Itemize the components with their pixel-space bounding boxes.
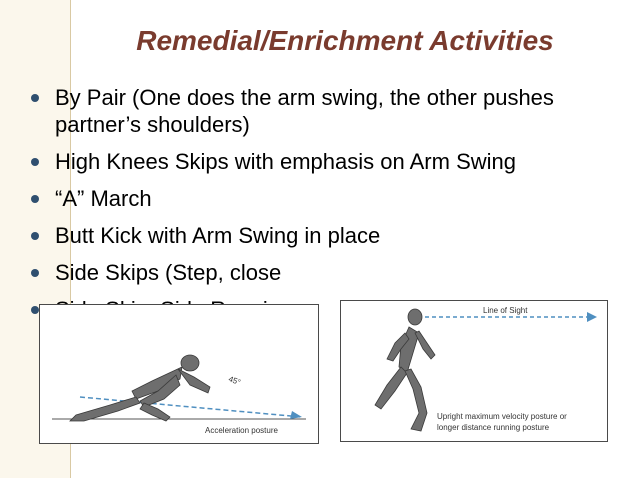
bullet-item: By Pair (One does the arm swing, the other pushes partner’s shoulders) <box>30 84 620 138</box>
bullet-icon <box>31 158 39 166</box>
line-of-sight-label: Line of Sight <box>483 306 528 315</box>
bullet-icon <box>31 94 39 102</box>
acceleration-posture-figure <box>39 304 319 444</box>
slide-title: Remedial/Enrichment Activities <box>136 25 554 56</box>
upright-posture-figure <box>340 300 608 442</box>
bullet-list <box>30 84 620 333</box>
runner-silhouette-icon <box>375 309 435 431</box>
line-of-sight-arrow-head <box>587 312 597 322</box>
bullet-item: Side Skips (Step, close <box>30 259 620 286</box>
bullet-icon <box>31 306 39 314</box>
bullet-item: High Knees Skips with emphasis on Arm Swing <box>30 148 620 175</box>
sprinter-silhouette-icon <box>70 355 210 421</box>
bullet-item: “A” March <box>30 185 620 212</box>
bullet-icon <box>31 269 39 277</box>
angle-label: 45° <box>227 374 242 388</box>
acceleration-runner-svg <box>40 305 318 443</box>
acceleration-caption: Acceleration posture <box>205 426 278 435</box>
upright-caption-line2: longer distance running posture <box>437 423 550 432</box>
bullet-icon <box>31 232 39 240</box>
lean-arrow-head <box>290 411 302 419</box>
bullet-icon <box>31 195 39 203</box>
upright-caption-line1: Upright maximum velocity posture or <box>437 412 567 421</box>
bullet-item: Butt Kick with Arm Swing in place <box>30 222 620 249</box>
upright-runner-svg <box>341 301 607 441</box>
